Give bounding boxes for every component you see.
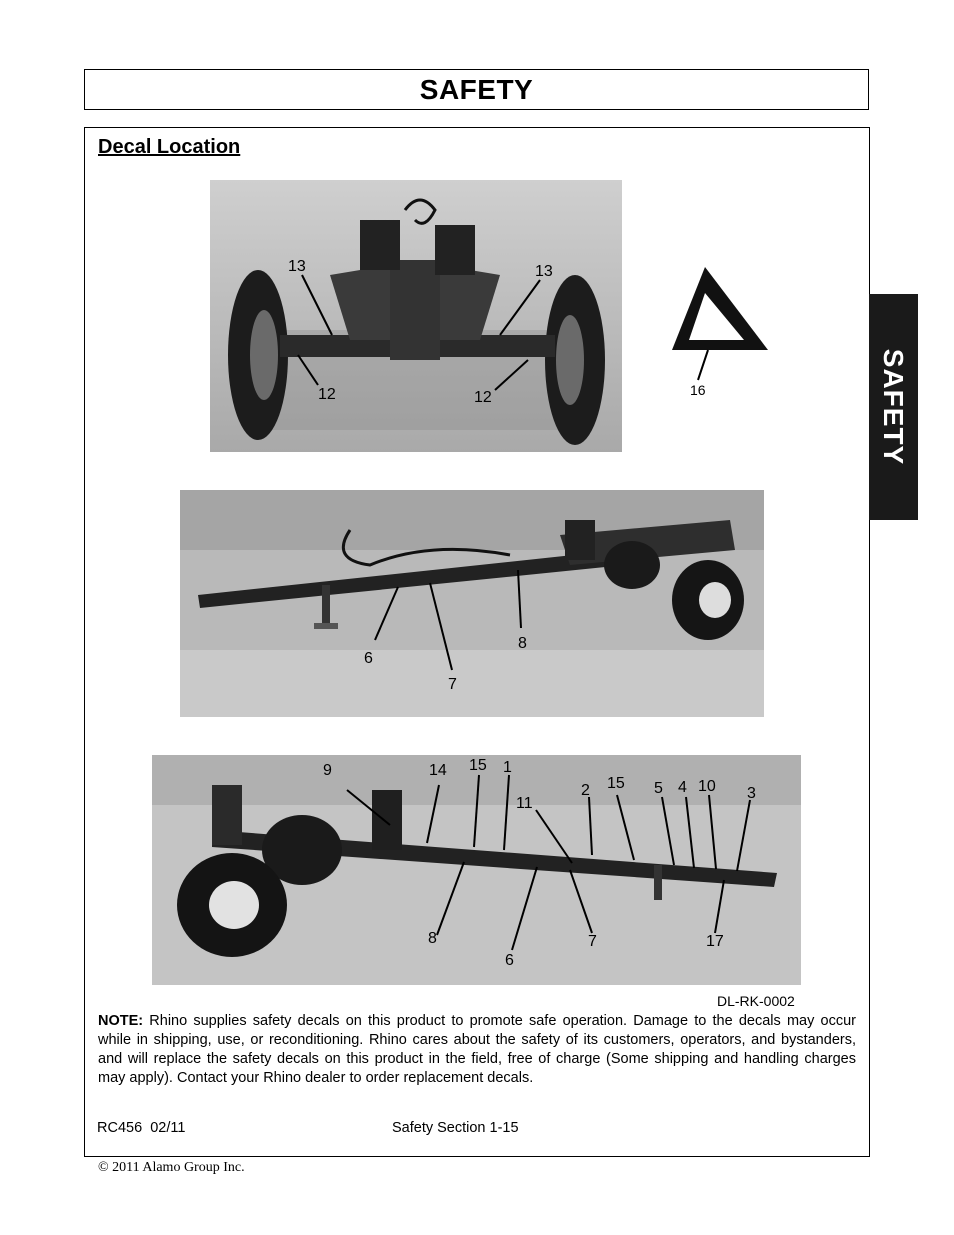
copyright: © 2011 Alamo Group Inc.: [98, 1160, 245, 1175]
callout-15-a: 15: [469, 757, 487, 774]
callout-5: 5: [654, 780, 663, 797]
callout-11: 11: [516, 795, 533, 812]
header-box: [84, 69, 869, 110]
callout-7-bottom: 7: [588, 933, 597, 950]
photo-side-view: [180, 490, 764, 717]
callout-6-bottom: 6: [505, 952, 514, 969]
callout-13-left: 13: [288, 258, 306, 275]
photo-rear-view: [210, 180, 622, 452]
callout-2: 2: [581, 782, 590, 799]
callout-1: 1: [503, 759, 512, 776]
callout-10: 10: [698, 778, 716, 795]
callout-3: 3: [747, 785, 756, 802]
note-text: Rhino supplies safety decals on this product to promote safe operation. Damage to the decals may occur while in shipping, use, or reconditioning. Rhino cares about the safety of its customers, operators, and bystanders, and will replace the safety decals on this product in the field, free of charge (Some shipping and handling charges may apply). Contact your Rhino dealer to order replacement decals.: [98, 1013, 856, 1086]
callout-6-mid: 6: [364, 650, 373, 667]
callout-16: 16: [690, 382, 706, 398]
callout-8-mid: 8: [518, 635, 527, 652]
callout-15-b: 15: [607, 775, 625, 792]
callout-7-mid: 7: [448, 676, 457, 693]
side-tab-label: SAFETY: [878, 348, 910, 466]
smv-triangle-icon: [665, 262, 775, 402]
side-tab: [869, 294, 918, 520]
callout-17: 17: [706, 933, 724, 950]
callout-13-right: 13: [535, 263, 553, 280]
footer-page-number: Safety Section 1-15: [392, 1120, 519, 1136]
footer-model: RC456 02/11: [97, 1120, 186, 1136]
callout-4: 4: [678, 779, 687, 796]
photo-opposite-side-view: [152, 755, 801, 985]
callout-12-right: 12: [474, 389, 492, 406]
section-title: Decal Location: [98, 136, 241, 158]
note-paragraph: [98, 1012, 856, 1088]
diagram-code: DL-RK-0002: [717, 993, 795, 1009]
note-label: NOTE:: [98, 1013, 144, 1029]
callout-12-left: 12: [318, 386, 336, 403]
callout-9: 9: [323, 762, 332, 779]
callout-14: 14: [429, 762, 447, 779]
page-title: SAFETY: [419, 73, 534, 105]
callout-8-bottom: 8: [428, 930, 437, 947]
